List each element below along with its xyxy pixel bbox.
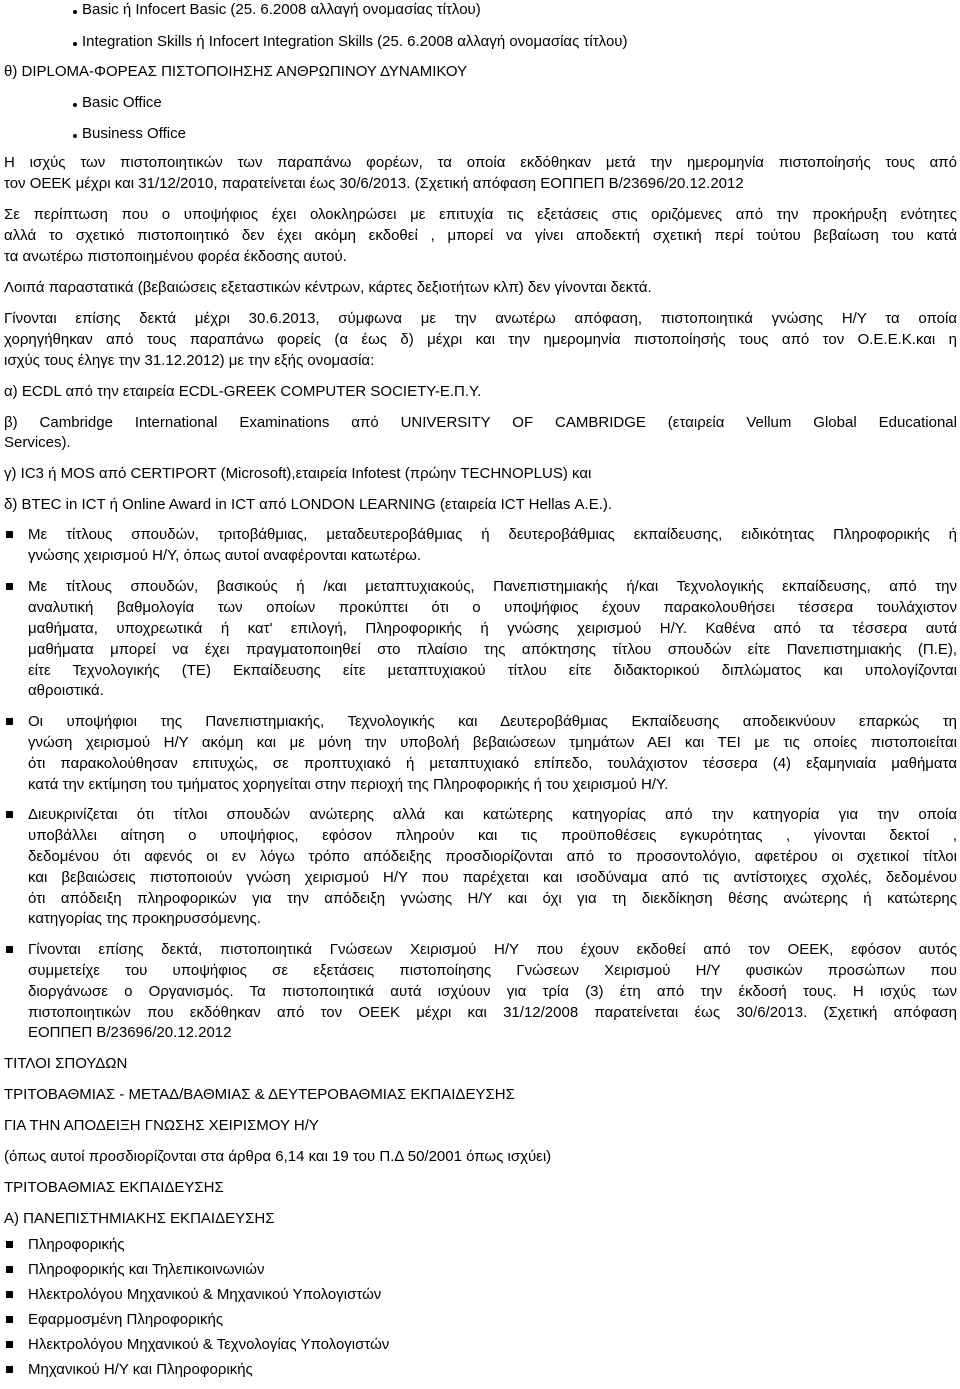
bullet-integration-skills: Integration Skills ή Infocert Integration Skills (25. 6.2008 αλλαγή ονομασίας τίτλου) (82, 33, 628, 50)
validity-line: τον ΟΕΕΚ μέχρι και 31/12/2010, παρατείνεται έως 30/6/2013. (Σχετική απόφαση ΕΟΠΠΕΠ Β/23696/20.12.2012 (4, 175, 744, 192)
item-d: δ) BTEC in ICT ή Online Award in ICT από LONDON LEARNING (εταιρεία ICT Hellas Α.Ε.). (4, 496, 613, 513)
case-line: τα ανωτέρω πιστοποιημένου φορέα έκδοσης αυτού. (4, 248, 347, 265)
accepted-line: Γίνονται επίσης δεκτά μέχρι 30.6.2013, σύμφωνα με την ανωτέρω απόφαση, πιστοποιητικά γνώσης Η/Υ τα οποία (4, 310, 957, 327)
criteria-line: μαθήματα μπορεί να έχει πραγματοποιηθεί στο πλαίσιο της απόκτησης τίτλου σπουδών είτε Πανεπιστημιακής (Π.Ε), (28, 641, 957, 658)
item-b: Services). (4, 434, 71, 451)
bullet-business-office: Business Office (82, 125, 186, 142)
square-bullet-icon (6, 1341, 13, 1348)
criteria-line: και βεβαιώσεις πιστοποιούν γνώση χειρισμού Η/Υ που παρέχεται και ισοδύναμα από τις αντίστοιχες σχολές, δεδομένου (28, 869, 957, 886)
square-bullet-icon (6, 1366, 13, 1373)
diploma-heading: θ) DIPLOMA-ΦΟΡΕΑΣ ΠΙΣΤΟΠΟΙΗΣΗΣ ΑΝΘΡΩΠΙΝΟΥ ΔΥΝΑΜΙΚΟΥ (4, 63, 468, 80)
degree-item: Πληροφορικής (28, 1236, 125, 1253)
item-a: α) ECDL από την εταιρεία ECDL-GREEK COMPUTER SOCIETY-Ε.Π.Υ. (4, 383, 482, 400)
degree-item: Μηχανικού Η/Υ και Πληροφορικής (28, 1361, 253, 1378)
criteria-line: ότι παρακολούθησαν επιτυχώς, σε προπτυχιακό ή μεταπτυχιακό επίπεδο, τουλάχιστον τέσσερα (4) εξαμηνιαία μαθήματα (28, 755, 957, 772)
accepted-line: χορηγήθηκαν από τους παραπάνω φορείς (α έως δ) μέχρι και την ημερομηνία πιστοποίησής τους από τον Ο.Ε.Ε.Κ.και η (4, 331, 957, 348)
square-bullet-icon (6, 531, 13, 538)
bullet-dot-icon (73, 10, 77, 14)
square-bullet-icon (6, 1316, 13, 1323)
validity-line: Η ισχύς των πιστοποιητικών των παραπάνω φορέων, τα οποία εκδόθηκαν μετά την ημερομηνία πιστοποίησής τους από (4, 154, 957, 171)
criteria-line: Οι υποψήφιοι της Πανεπιστημιακής, Τεχνολογικής και Δευτεροβάθμιας Εκπαίδευσης αποδεικνύουν επαρκώς τη (28, 713, 957, 730)
criteria-line: δεδομένου ότι αφενός οι εν λόγω τρόπο απόδειξης προσδιορίζονται από το προσοντολόγιο, αφετέρου οι σχετικοί τίτλοι (28, 848, 957, 865)
square-bullet-icon (6, 946, 13, 953)
tertiary-heading: ΤΡΙΤΟΒΑΘΜΙΑΣ ΕΚΠΑΙΔΕΥΣΗΣ (4, 1179, 224, 1196)
bullet-dot-icon (73, 42, 77, 46)
other-docs-note: Λοιπά παραστατικά (βεβαιώσεις εξεταστικών κέντρων, κάρτες δεξιοτήτων κλπ) δεν γίνονται δεκτά. (4, 279, 652, 296)
defined-note: (όπως αυτοί προσδιορίζονται στα άρθρα 6,14 και 19 του Π.Δ 50/2001 όπως ισχύει) (4, 1148, 552, 1165)
criteria-line: μαθήματα, υποχρεωτικά ή κατ' επιλογή, Πληροφορικής ή γνώσης χειρισμού Η/Υ. Καθένα από τα τέσσερα αυτά (28, 620, 957, 637)
criteria-line: υποβάλλει αίτηση ο υποψήφιος, εφόσον πληρούν και τις προϋποθέσεις εγκυρότητας , γίνονται δεκτοί , (28, 827, 957, 844)
item-c: γ) IC3 ή MOS από CERTIPORT (Microsoft),εταιρεία Infotest (πρώην TECHNOPLUS) και (4, 465, 592, 482)
bullet-dot-icon (73, 134, 77, 138)
proof-heading: ΓΙΑ ΤΗΝ ΑΠΟΔΕΙΞΗ ΓΝΩΣΗΣ ΧΕΙΡΙΣΜΟΥ Η/Υ (4, 1117, 319, 1134)
case-line: αλλά το σχετικό πιστοποιητικό δεν έχει ακόμη εκδοθεί , μπορεί να γίνει αποδεκτή σχετική περί τούτου βεβαίωση του κατά (4, 227, 957, 244)
case-line: Σε περίπτωση που ο υποψήφιος έχει ολοκληρώσει με επιτυχία τις εξετάσεις στις οριζόμενες από την προκήρυξη ενότητες (4, 206, 957, 223)
criteria-line: Γίνονται επίσης δεκτά, πιστοποιητικά Γνώσεων Χειρισμού Η/Υ που έχουν εκδοθεί από τον ΟΕΕΚ, εφόσον αυτός (28, 941, 957, 958)
criteria-line: Διευκρινίζεται ότι τίτλοι σπουδών ανώτερης αλλά και κατώτερης κατηγορίας από την κατηγορία για την οποία (28, 806, 957, 823)
criteria-line: ότι απόδειξη πληροφορικών για την απόδειξη γνώσης Η/Υ και όχι για τη διεκδίκηση θέσης ανώτερης ή κατώτερης (28, 890, 957, 907)
square-bullet-icon (6, 1291, 13, 1298)
criteria-line: ΕΟΠΠΕΠ Β/23696/20.12.2012 (28, 1024, 232, 1041)
item-b: β) Cambridge International Examinations από UNIVERSITY OF CAMBRIDGE (εταιρεία Vellum Global Educational (4, 414, 957, 431)
bullet-basic-office: Basic Office (82, 94, 162, 111)
criteria-line: αθροιστικά. (28, 682, 104, 699)
degree-item: Πληροφορικής και Τηλεπικοινωνιών (28, 1261, 265, 1278)
criteria-line: γνώση χειρισμού Η/Υ ακόμη και με μόνη την υποβολή βεβαιώσεων τμημάτων ΑΕΙ και ΤΕΙ με τις οποίες πιστοποιείται (28, 734, 957, 751)
titles-heading: ΤΙΤΛΟΙ ΣΠΟΥΔΩΝ (4, 1055, 128, 1072)
criteria-line: γνώσης χειρισμού Η/Υ, όπως αυτοί αναφέρονται κατωτέρω. (28, 547, 422, 564)
square-bullet-icon (6, 811, 13, 818)
degree-item: Ηλεκτρολόγου Μηχανικού & Τεχνολογίας Υπολογιστών (28, 1336, 390, 1353)
criteria-line: διοργάνωσε ο Οργανισμός. Τα πιστοποιητικά αυτά ισχύουν για τρία (3) έτη από την έκδοσή τους. Η ισχύς των (28, 983, 957, 1000)
square-bullet-icon (6, 718, 13, 725)
criteria-line: Με τίτλους σπουδών, τριτοβάθμιας, μεταδευτεροβάθμιας ή δευτεροβάθμιας εκπαίδευσης, ειδικότητας Πληροφορικής ή (28, 526, 957, 543)
tertiary-secondary-heading: ΤΡΙΤΟΒΑΘΜΙΑΣ - ΜΕΤΑΔ/ΒΑΘΜΙΑΣ & ΔΕΥΤΕΡΟΒΑΘΜΙΑΣ ΕΚΠΑΙΔΕΥΣΗΣ (4, 1086, 515, 1103)
degree-item: Ηλεκτρολόγου Μηχανικού & Μηχανικού Υπολογιστών (28, 1286, 382, 1303)
degree-item: Εφαρμοσμένη Πληροφορικής (28, 1311, 224, 1328)
criteria-line: πιστοποιητικών που εκδόθηκαν από τον ΟΕΕΚ μέχρι και 31/12/2008 παρατείνεται έως 30/6/2013. (Σχετική απόφαση (28, 1004, 957, 1021)
criteria-line: κατά την εκτίμηση του τμήματος χορηγείται στην περιοχή της Πληροφορικής ή του χειρισμού Η/Υ. (28, 776, 669, 793)
bullet-infocert-basic: Basic ή Infocert Basic (25. 6.2008 αλλαγή ονομασίας τίτλου) (82, 1, 481, 18)
bullet-dot-icon (73, 103, 77, 107)
square-bullet-icon (6, 583, 13, 590)
square-bullet-icon (6, 1241, 13, 1248)
criteria-line: είτε Τεχνολογικής (ΤΕ) Εκπαίδευσης είτε μεταπτυχιακού τίτλου είτε διδακτορικού διπλώματος και υπολογίζονται (28, 662, 957, 679)
criteria-line: Με τίτλους σπουδών, βασικούς ή /και μεταπτυχιακούς, Πανεπιστημιακής ή/και Τεχνολογικής εκπαίδευσης, από την (28, 578, 957, 595)
square-bullet-icon (6, 1266, 13, 1273)
accepted-line: ισχύς τους έληγε την 31.12.2012) με την εξής ονομασία: (4, 352, 375, 369)
criteria-line: αναλυτική βαθμολογία των οποίων προκύπτει ότι ο υποψήφιος έχουν παρακολουθήσει τέσσερα τουλάχιστον (28, 599, 957, 616)
criteria-line: κατηγορίας της προκηρυσσόμενης. (28, 910, 261, 927)
university-heading: Α) ΠΑΝΕΠΙΣΤΗΜΙΑΚΗΣ ΕΚΠΑΙΔΕΥΣΗΣ (4, 1210, 275, 1227)
criteria-line: συμμετείχε του υποψήφιος σε εξετάσεις πιστοποίησης Γνώσεων Χειρισμού Η/Υ φυσικών προσώπων που (28, 962, 957, 979)
